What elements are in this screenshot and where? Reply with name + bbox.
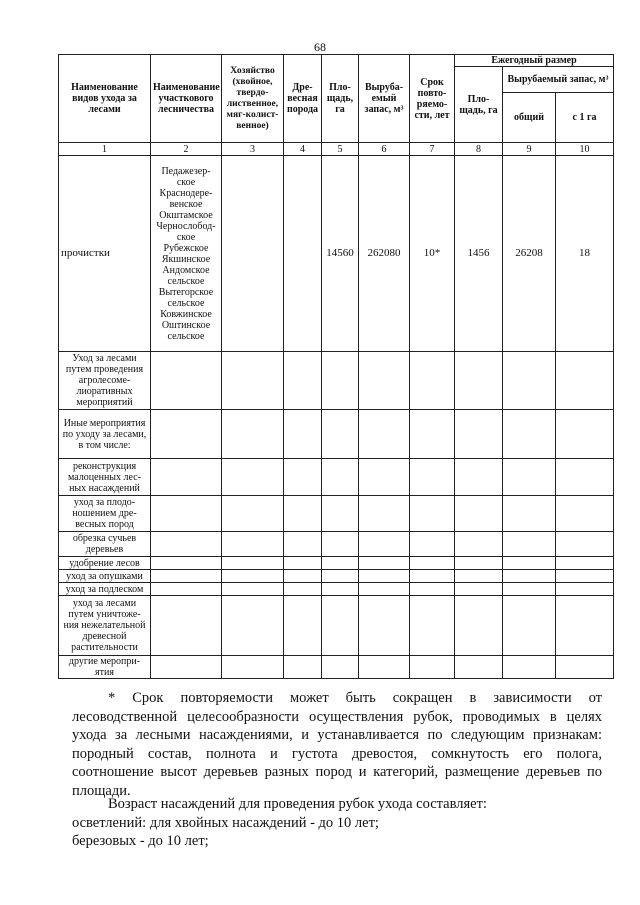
header-forestry: Наименование участкового лесничества [151,55,222,143]
care-type-cell: удобрение лесов [59,557,151,570]
care-type-cell: прочистки [59,156,151,352]
care-type-cell: реконструкция малоценных лес-ных насаждений [59,459,151,496]
forest-care-table [58,54,614,679]
annual-per-ha-cell: 18 [556,156,614,352]
table-row [59,532,614,557]
care-type-cell: Иные мероприятия по уходу за лесами, в том числе: [59,410,151,459]
header-volume: Выруба-емый запас, м³ [359,55,410,143]
age-line: осветлений: для хвойных насаждений - до 10 лет; [72,814,379,831]
forestry-list-cell [151,156,222,352]
table-row [59,656,614,679]
period-cell: 10* [410,156,455,352]
forestry-line: венское [169,198,203,210]
forestry-line: ское [176,231,196,243]
care-type-cell: уход за лесами путем уничтоже-ния нежелательной древесной растительности [59,596,151,656]
care-type-cell: Уход за лесами путем проведения агролесоме-лиоративных мероприятий [59,352,151,410]
annual-area-cell: 1456 [455,156,503,352]
col-number: 9 [503,143,556,156]
species-cell [284,156,322,352]
table-row [59,496,614,532]
header-annual-per-ha: с 1 га [556,93,614,143]
forestry-line: ское [176,176,196,188]
table-row [59,570,614,583]
header-annual-volume: Вырубаемый запас, м³ [503,67,614,93]
col-number: 3 [222,143,284,156]
forestry-line: Краснодере- [159,187,213,199]
care-type-cell: другие меропри-ятия [59,656,151,679]
forestry-line: сельское [167,275,205,287]
col-number: 10 [556,143,614,156]
col-number: 6 [359,143,410,156]
annual-total-cell: 26208 [503,156,556,352]
forestry-line: сельское [167,297,205,309]
forestry-line: Ковжинское [160,308,212,320]
col-number: 1 [59,143,151,156]
forestry-line: Педажезер- [161,165,211,177]
header-farm: Хозяйство (хвойное, твердо-лиственное, мяг-колист-венное) [222,55,284,143]
col-number: 7 [410,143,455,156]
forestry-line: сельское [167,330,205,342]
forestry-line: Якшинское [161,253,211,265]
header-species: Дре-весная порода [284,55,322,143]
header-type: Наименование видов ухода за лесами [59,55,151,143]
page-number: 68 [314,40,326,54]
table-row [59,352,614,410]
care-type-cell: уход за плодо-ношением дре-весных пород [59,496,151,532]
age-line: Возраст насаждений для проведения рубок ухода составляет: [108,796,487,812]
forestry-line: Окштамское [159,209,213,221]
care-type-cell: уход за опушками [59,570,151,583]
col-number: 5 [322,143,359,156]
table-row [59,583,614,596]
forestry-line: Оштинское [161,319,211,331]
table-row [59,557,614,570]
forestry-line: Рубежское [163,242,209,254]
table-row [59,596,614,656]
col-number: 8 [455,143,503,156]
table-row [59,156,614,352]
forestry-line: Вытегорское [158,286,214,298]
age-paragraph [72,795,608,851]
care-type-cell: уход за подлеском [59,583,151,596]
header-annual: Ежегодный размер [455,55,614,67]
header-annual-total: общий [503,93,556,143]
farm-cell [222,156,284,352]
header-annual-area: Пло-щадь, га [455,67,503,143]
area-cell: 14560 [322,156,359,352]
table-row [59,410,614,459]
table-row [59,459,614,496]
care-type-cell: обрезка сучьев деревьев [59,532,151,557]
footnote: * Срок повторяемости может быть сокращен в зависимости от лесоводственной целесообразности осуществления рубок, проводимых в целях ухода за лесными насаждениями, и устанавливается по следующим признакам: породный состав, полнота и густота древостоя, сомкнутость его полога, соотношение высот деревьев разных пород и категорий, размещение деревьев по площади. [72,690,602,799]
header-area: Пло-щадь, га [322,55,359,143]
volume-cell: 262080 [359,156,410,352]
col-number: 4 [284,143,322,156]
header-period: Срок повто-ряемо-сти, лет [410,55,455,143]
forestry-line: Чернослобод- [156,220,216,232]
age-line: березовых - до 10 лет; [72,833,209,849]
forestry-line: Андомское [162,264,210,276]
col-number: 2 [151,143,222,156]
